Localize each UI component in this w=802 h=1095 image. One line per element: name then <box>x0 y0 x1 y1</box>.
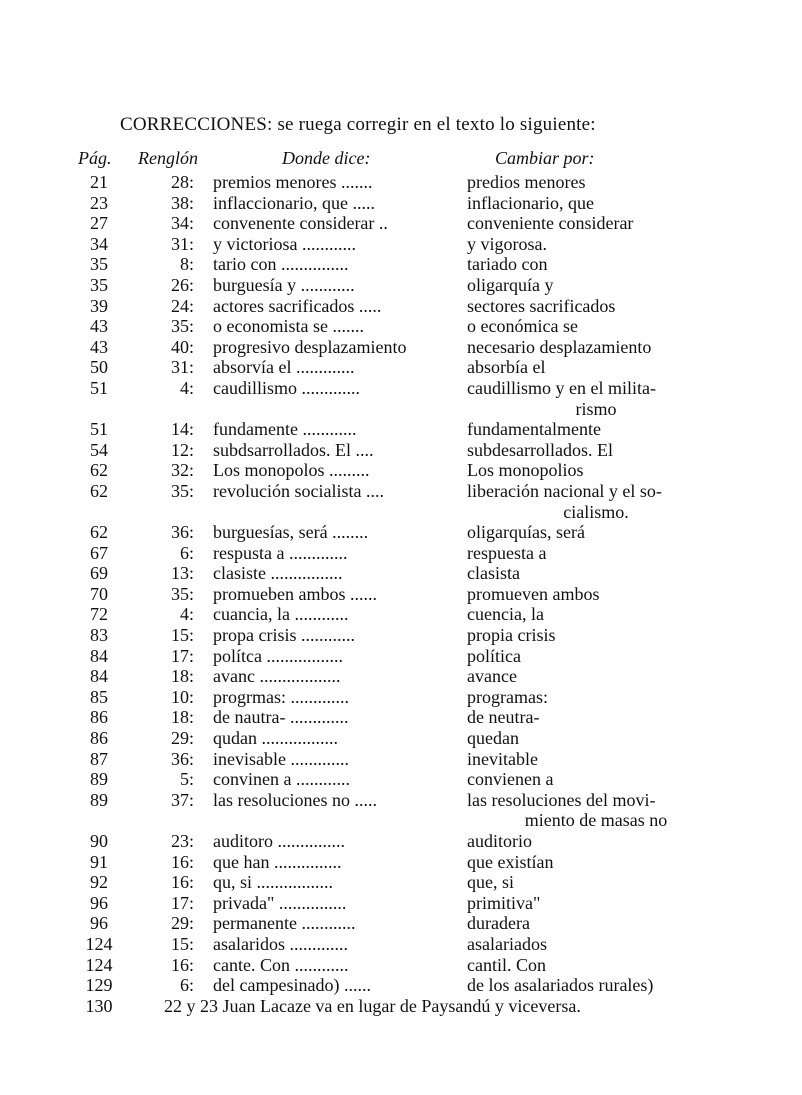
original-text: convinen a ............ <box>213 769 350 790</box>
line-number: 28: <box>170 172 194 192</box>
corrected-text <box>467 913 725 934</box>
line-number: 34: <box>170 213 194 234</box>
page-number: 50 <box>90 357 108 378</box>
corrected-text-line: absorbía el <box>467 357 546 378</box>
page-number: 84 <box>90 666 108 687</box>
original-text: progrmas: ............. <box>213 686 349 707</box>
page-number: 51 <box>90 419 108 440</box>
page-number: 124 <box>85 954 113 975</box>
page-number: 27 <box>90 213 108 234</box>
original-text: asalaridos ............. <box>213 933 348 954</box>
correction-row <box>0 296 802 317</box>
correction-row <box>0 337 802 358</box>
original-text: absorvía el ............. <box>213 357 355 378</box>
original-text: cante. Con ............ <box>213 954 349 975</box>
corrected-text-line: subdesarrollados. El <box>467 439 613 460</box>
original-text: las resoluciones no ..... <box>213 789 377 810</box>
corrected-text-continuation: cialismo. <box>563 501 629 522</box>
corrected-text <box>467 172 725 193</box>
line-number: 6: <box>179 542 194 563</box>
page-number: 86 <box>90 728 108 749</box>
corrected-text-line: de neutra- <box>467 707 540 728</box>
line-number: 38: <box>170 192 194 213</box>
corrected-text-line: caudillismo y en el milita- <box>467 377 656 398</box>
corrected-text-line: fundamentalmente <box>467 419 601 440</box>
page-number: 43 <box>90 336 108 357</box>
original-text: y victoriosa ............ <box>213 233 356 254</box>
page-number: 34 <box>90 233 108 254</box>
correction-row <box>0 584 802 605</box>
corrected-text <box>467 934 725 955</box>
page-number: 84 <box>90 645 108 666</box>
original-text: clasiste ................ <box>213 563 343 584</box>
correction-row <box>0 440 802 461</box>
original-text: inevisable ............. <box>213 748 349 769</box>
page-number: 85 <box>90 686 108 707</box>
corrected-text <box>467 831 725 852</box>
line-number: 17: <box>170 892 194 913</box>
page-number: 51 <box>90 377 108 398</box>
original-text: propa crisis ............ <box>213 625 355 646</box>
page-number: 39 <box>90 295 108 316</box>
correction-row <box>0 213 802 234</box>
corrected-text <box>467 790 725 831</box>
line-number: 31: <box>170 357 194 378</box>
corrected-text <box>467 213 725 234</box>
corrected-text <box>467 543 725 564</box>
line-number: 29: <box>170 728 194 749</box>
correction-row <box>0 913 802 934</box>
line-number: 8: <box>179 254 194 275</box>
correction-row <box>0 790 802 831</box>
errata-title: CORRECCIONES: se ruega corregir en el texto lo siguiente: <box>120 114 596 135</box>
corrected-text <box>467 955 725 976</box>
line-number: 40: <box>170 336 194 357</box>
original-text: qudan ................. <box>213 728 338 749</box>
corrected-text <box>467 378 725 419</box>
original-text: convenente considerar .. <box>213 213 388 234</box>
page-number: 23 <box>90 192 108 213</box>
corrected-text-continuation: miento de masas no <box>524 810 668 831</box>
original-text: subdsarrollados. El .... <box>213 439 374 460</box>
line-number: 35: <box>170 480 194 501</box>
page-number: 129 <box>85 975 113 996</box>
correction-row <box>0 769 802 790</box>
corrected-text <box>467 419 725 440</box>
page-number: 96 <box>90 892 108 913</box>
correction-row <box>0 955 802 976</box>
line-number: 13: <box>170 563 194 584</box>
corrected-text-line: duradera <box>467 913 530 934</box>
corrected-text-line: predios menores <box>467 172 586 192</box>
line-number: 23: <box>170 831 194 851</box>
page-number: 43 <box>90 316 108 337</box>
line-number: 5: <box>179 769 194 790</box>
corrected-text-line: que existían <box>467 851 554 872</box>
corrections-table <box>0 172 802 1016</box>
corrected-text <box>467 687 725 708</box>
correction-row <box>0 193 802 214</box>
corrected-text-line: de los asalariados rurales) <box>467 975 654 996</box>
line-number: 15: <box>170 625 194 646</box>
correction-row <box>0 687 802 708</box>
line-number: 16: <box>170 851 194 872</box>
correction-row <box>0 275 802 296</box>
corrected-text-line: o económica se <box>467 316 578 337</box>
correction-row <box>0 728 802 749</box>
line-number: 29: <box>170 913 194 934</box>
page-number: 72 <box>90 604 108 625</box>
corrected-text-continuation: rismo <box>575 398 617 419</box>
corrected-text-line: avance <box>467 666 517 687</box>
original-text: Los monopolos ......... <box>213 460 370 481</box>
corrected-text <box>467 707 725 728</box>
page-number: 21 <box>90 172 108 192</box>
correction-row <box>0 419 802 440</box>
corrected-text <box>467 234 725 255</box>
original-text: permanente ............ <box>213 913 356 934</box>
corrected-text-line: liberación nacional y el so- <box>467 480 662 501</box>
original-text: burguesías, será ........ <box>213 522 369 543</box>
original-text: qu, si ................. <box>213 872 334 893</box>
line-number: 24: <box>170 295 194 316</box>
corrected-text <box>467 337 725 358</box>
correction-row <box>0 831 802 852</box>
line-number: 4: <box>179 604 194 625</box>
page-number: 96 <box>90 913 108 934</box>
correction-row <box>0 234 802 255</box>
page-number: 90 <box>90 831 108 851</box>
corrected-text-line: oligarquía y <box>467 274 554 295</box>
line-number: 18: <box>170 707 194 728</box>
correction-row <box>0 460 802 481</box>
corrected-text-line: inflacionario, que <box>467 192 594 213</box>
corrected-text <box>467 460 725 481</box>
corrected-text <box>467 357 725 378</box>
corrected-text-line: política <box>467 645 521 666</box>
corrected-text <box>467 584 725 605</box>
original-text: cuancia, la ............ <box>213 604 349 625</box>
corrected-text <box>467 852 725 873</box>
correction-row <box>0 481 802 522</box>
corrected-text <box>467 872 725 893</box>
corrected-text <box>467 625 725 646</box>
corrected-text-line: las resoluciones del movi- <box>467 789 656 810</box>
line-number: 32: <box>170 460 194 481</box>
corrected-text-line: cantil. Con <box>467 954 546 975</box>
line-number: 35: <box>170 316 194 337</box>
line-number: 16: <box>170 954 194 975</box>
corrected-text-line: que, si <box>467 872 514 893</box>
line-number: 36: <box>170 748 194 769</box>
corrected-text-line: necesario desplazamiento <box>467 336 652 357</box>
page-number: 130 <box>85 995 113 1016</box>
header-cambiar-por: Cambiar por: <box>495 148 595 168</box>
corrected-text <box>467 296 725 317</box>
page-number: 70 <box>90 583 108 604</box>
corrected-text-line: propia crisis <box>467 625 556 646</box>
line-number: 14: <box>170 419 194 440</box>
correction-row <box>0 666 802 687</box>
original-text: revolución socialista .... <box>213 480 384 501</box>
correction-row <box>0 563 802 584</box>
page-number: 89 <box>90 769 108 790</box>
correction-row <box>0 543 802 564</box>
correction-row <box>0 625 802 646</box>
original-text: del campesinado) ...... <box>213 975 371 996</box>
corrected-text <box>467 440 725 461</box>
original-text: privada" ............... <box>213 892 347 913</box>
corrected-text-line: auditorio <box>467 831 532 851</box>
original-text: promueben ambos ...... <box>213 583 377 604</box>
corrected-text <box>467 975 725 996</box>
page-number: 67 <box>90 542 108 563</box>
page-number: 54 <box>90 439 108 460</box>
line-number: 6: <box>179 975 194 996</box>
original-text: polítca ................. <box>213 645 343 666</box>
correction-row <box>0 522 802 543</box>
corrected-text <box>467 728 725 749</box>
corrected-text-line: primitiva" <box>467 892 541 913</box>
page-number: 62 <box>90 522 108 543</box>
original-text: burguesía y ............ <box>213 274 355 295</box>
corrected-text <box>467 193 725 214</box>
page-number: 124 <box>85 933 113 954</box>
corrected-text <box>467 522 725 543</box>
correction-row <box>0 975 802 996</box>
line-number: 37: <box>170 789 194 810</box>
corrected-text <box>467 604 725 625</box>
header-renglon: Renglón <box>138 148 198 168</box>
header-pag: Pág. <box>78 148 112 168</box>
corrected-text <box>467 275 725 296</box>
line-number: 18: <box>170 666 194 687</box>
correction-row <box>0 646 802 667</box>
correction-row <box>0 172 802 193</box>
corrected-text-line: promueven ambos <box>467 583 600 604</box>
corrected-text-line: clasista <box>467 563 520 584</box>
correction-row <box>0 254 802 275</box>
correction-row <box>0 707 802 728</box>
original-text: tario con ............... <box>213 254 349 275</box>
corrected-text-line: Los monopolios <box>467 460 584 481</box>
line-number: 15: <box>170 933 194 954</box>
original-text: que han ............... <box>213 851 342 872</box>
corrected-text <box>467 481 725 522</box>
correction-row <box>0 893 802 914</box>
original-text: auditoro ............... <box>213 831 345 851</box>
page-number: 62 <box>90 480 108 501</box>
correction-row <box>0 357 802 378</box>
corrected-text <box>467 316 725 337</box>
corrected-text-line: cuencia, la <box>467 604 544 625</box>
correction-row <box>0 934 802 955</box>
corrected-text-line: tariado con <box>467 254 548 275</box>
page-number: 35 <box>90 274 108 295</box>
line-number: 12: <box>170 439 194 460</box>
corrected-text <box>467 893 725 914</box>
line-number: 26: <box>170 274 194 295</box>
corrected-text <box>467 563 725 584</box>
original-text: inflaccionario, que ..... <box>213 192 375 213</box>
corrected-text-line: quedan <box>467 728 519 749</box>
original-text: o economista se ....... <box>213 316 364 337</box>
correction-row <box>0 604 802 625</box>
line-number: 36: <box>170 522 194 543</box>
line-number: 35: <box>170 583 194 604</box>
corrected-text-line: conveniente considerar <box>467 213 634 234</box>
correction-row <box>0 872 802 893</box>
corrected-text <box>467 646 725 667</box>
original-text: respusta a ............. <box>213 542 348 563</box>
page-number: 87 <box>90 748 108 769</box>
corrected-text-line: sectores sacrificados <box>467 295 616 316</box>
page-number: 89 <box>90 789 108 810</box>
corrected-text <box>467 666 725 687</box>
line-number: 17: <box>170 645 194 666</box>
original-text: de nautra- ............. <box>213 707 349 728</box>
corrected-text-line: respuesta a <box>467 542 547 563</box>
original-text: actores sacrificados ..... <box>213 295 382 316</box>
corrected-text <box>467 769 725 790</box>
corrected-text-line: y vigorosa. <box>467 233 547 254</box>
corrected-text-line: asalariados <box>467 933 547 954</box>
line-number: 16: <box>170 872 194 893</box>
page-number: 69 <box>90 563 108 584</box>
header-donde-dice: Donde dice: <box>282 148 371 168</box>
final-correction-row <box>0 996 802 1017</box>
page-number: 62 <box>90 460 108 481</box>
original-text: fundamente ............ <box>213 419 357 440</box>
page-number: 91 <box>90 851 108 872</box>
correction-row <box>0 749 802 770</box>
original-text: premios menores ....... <box>213 172 373 192</box>
page-number: 92 <box>90 872 108 893</box>
corrected-text-line: inevitable <box>467 748 538 769</box>
corrected-text-line: convienen a <box>467 769 554 790</box>
original-text: progresivo desplazamiento <box>213 336 407 357</box>
final-correction-text: 22 y 23 Juan Lacaze va en lugar de Paysandú y viceversa. <box>164 995 581 1016</box>
line-number: 10: <box>170 686 194 707</box>
corrected-text <box>467 749 725 770</box>
corrected-text <box>467 254 725 275</box>
original-text: caudillismo ............. <box>213 377 360 398</box>
correction-row <box>0 316 802 337</box>
corrected-text-line: programas: <box>467 686 548 707</box>
line-number: 31: <box>170 233 194 254</box>
original-text: avanc .................. <box>213 666 341 687</box>
page-number: 83 <box>90 625 108 646</box>
correction-row <box>0 852 802 873</box>
page-number: 86 <box>90 707 108 728</box>
corrected-text-line: oligarquías, será <box>467 522 585 543</box>
correction-row <box>0 378 802 419</box>
page-number: 35 <box>90 254 108 275</box>
line-number: 4: <box>179 377 194 398</box>
